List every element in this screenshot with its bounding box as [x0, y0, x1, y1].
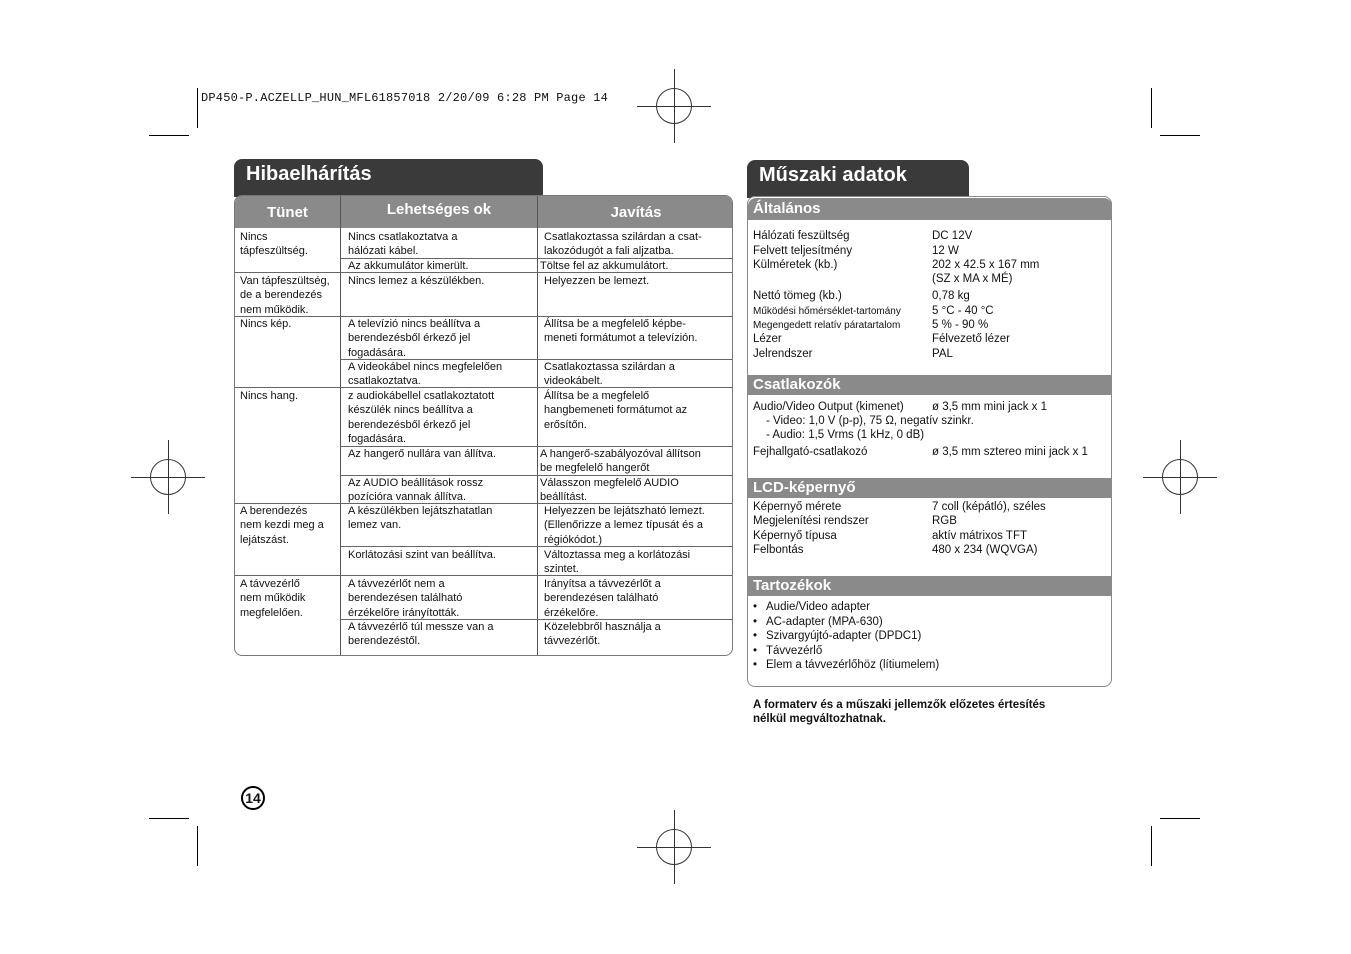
table-cell: A távvezérlő nem működik megfelelően.: [240, 578, 306, 619]
table-cell: Nincs tápfeszültség.: [240, 231, 308, 258]
spec-label: Megengedett relatív páratartalom: [753, 320, 901, 331]
spec-value: PAL: [932, 348, 953, 360]
column-header-cause: Lehetséges ok: [386, 200, 492, 218]
spec-detail: - Video: 1,0 V (p-p), 75 Ω, negatív szinkr.: [766, 415, 974, 427]
crop-mark: [1151, 826, 1152, 866]
table-cell: A távvezérlőt nem a berendezésen található érzékelőre irányították.: [348, 578, 463, 619]
spec-label: Jelrendszer: [753, 348, 813, 360]
bullet-icon: •: [753, 630, 758, 642]
table-cell: z audiokábellel csatlakoztatott készülék nincs beállítva a berendezésből érkező jel fogadására.: [348, 390, 495, 446]
list-item: AC-adapter (MPA-630): [766, 616, 883, 628]
list-item: Távvezérlő: [766, 645, 823, 657]
spec-label: Hálózati feszültség: [753, 230, 850, 242]
column-header-symptom: Tünet: [267, 203, 308, 221]
table-cell: Az akkumulátor kimerült.: [348, 260, 469, 272]
spec-label: Fejhallgató-csatlakozó: [753, 446, 868, 458]
disclaimer-note: A formaterv és a műszaki jellemzők előzetes értesítés nélkül megváltozhatnak.: [753, 699, 1046, 725]
table-cell: A videokábel nincs megfelelően csatlakoztatva.: [348, 361, 503, 388]
troubleshooting-title: Hibaelhárítás: [234, 159, 543, 197]
table-cell: Korlátozási szint van beállítva.: [348, 549, 496, 561]
spec-value: 12 W: [932, 245, 959, 257]
spec-value: 5 °C - 40 °C: [932, 305, 994, 317]
table-cell: Csatlakoztassa szilárdan a videokábelt.: [544, 361, 675, 388]
crop-mark: [197, 826, 198, 866]
registration-mark-icon: [656, 829, 692, 865]
bullet-icon: •: [753, 645, 758, 657]
spec-label: Megjelenítési rendszer: [753, 515, 869, 527]
spec-value: 480 x 234 (WQVGA): [932, 544, 1038, 556]
table-cell: Van tápfeszültség, de a berendezés nem működik.: [240, 275, 330, 316]
table-cell: A berendezés nem kezdi meg a lejátszást.: [240, 505, 324, 546]
spec-label: Lézer: [753, 333, 782, 345]
table-cell: Nincs hang.: [240, 390, 299, 402]
spec-label: Működési hőmérséklet-tartomány: [753, 306, 901, 317]
column-header-fix: Javítás: [610, 203, 662, 221]
table-cell: Változtassa meg a korlátozási szintet.: [544, 549, 691, 576]
spec-label: Külméretek (kb.): [753, 259, 838, 271]
table-cell: A hangerő-szabályozóval állítson be megfelelő hangerőt: [540, 448, 701, 475]
table-cell: A televízió nincs beállítva a berendezésből érkező jel fogadására.: [348, 318, 481, 359]
list-item: Elem a távvezérlőhöz (lítiumelem): [766, 659, 940, 671]
table-cell: Csatlakoztassa szilárdan a csat- lakozódugót a fali aljzatba.: [544, 231, 702, 258]
bullet-icon: •: [753, 659, 758, 671]
crop-mark: [149, 818, 189, 819]
table-cell: Nincs kép.: [240, 318, 292, 330]
crop-mark: [197, 88, 198, 128]
spec-detail: - Audio: 1,5 Vrms (1 kHz, 0 dB): [766, 429, 925, 441]
list-item: Audie/Video adapter: [766, 601, 871, 613]
spec-value: 0,78 kg: [932, 290, 970, 302]
section-heading-accessories: Tartozékok: [748, 576, 1112, 596]
table-cell: Helyezzen be lejátszható lemezt. (Ellenőrizze a lemez típusát és a régiókódot.): [544, 505, 705, 546]
specifications-title: Műszaki adatok: [747, 160, 969, 198]
table-cell: Az hangerő nullára van állítva.: [348, 448, 496, 460]
table-cell: Töltse fel az akkumulátort.: [540, 260, 669, 272]
list-item: Szivargyújtó-adapter (DPDC1): [766, 630, 922, 642]
print-slug: DP450-P.ACZELLP_HUN_MFL61857018 2/20/09 6:28 PM Page 14: [201, 91, 609, 105]
spec-value: RGB: [932, 515, 957, 527]
section-heading-connectors: Csatlakozók: [748, 375, 1112, 395]
table-cell: Állítsa be a megfelelő hangbemeneti formátumot az erősítőn.: [544, 390, 688, 431]
page-number: 14: [241, 786, 265, 810]
spec-label: Audio/Video Output (kimenet): [753, 401, 904, 413]
table-cell: A készülékben lejátszhatatlan lemez van.: [348, 505, 493, 532]
registration-mark-icon: [150, 459, 186, 495]
spec-value: 7 coll (képátló), széles: [932, 501, 1046, 513]
table-cell: Állítsa be a megfelelő képbe- meneti formátumot a televízión.: [544, 318, 698, 345]
table-cell: A távvezérlő túl messze van a berendezéstől.: [348, 621, 494, 648]
spec-label: Felbontás: [753, 544, 804, 556]
spec-value: ø 3,5 mm sztereo mini jack x 1: [932, 446, 1088, 458]
troubleshooting-table: [234, 195, 733, 656]
registration-mark-icon: [1162, 459, 1198, 495]
table-cell: Az AUDIO beállítások rossz pozícióra vannak állítva.: [348, 477, 484, 504]
spec-label: Képernyő mérete: [753, 501, 842, 513]
spec-label: Felvett teljesítmény: [753, 245, 853, 257]
crop-mark: [1160, 818, 1200, 819]
spec-value: aktív mátrixos TFT: [932, 530, 1027, 542]
table-cell: Válasszon megfelelő AUDIO beállítást.: [540, 477, 679, 504]
table-cell: Irányítsa a távvezérlőt a berendezésen található érzékelőre.: [544, 578, 661, 619]
crop-mark: [1160, 135, 1200, 136]
spec-label: Képernyő típusa: [753, 530, 837, 542]
table-cell: Helyezzen be lemezt.: [544, 275, 650, 287]
table-cell: Nincs csatlakoztatva a hálózati kábel.: [348, 231, 458, 258]
spec-value: DC 12V: [932, 230, 973, 242]
crop-mark: [149, 135, 189, 136]
section-heading-lcd: LCD-képernyő: [748, 478, 1112, 498]
spec-value: 202 x 42.5 x 167 mm (SZ x MA x MÉ): [932, 259, 1040, 285]
spec-value: ø 3,5 mm mini jack x 1: [932, 401, 1048, 413]
spec-value: 5 % - 90 %: [932, 319, 989, 331]
bullet-icon: •: [753, 601, 758, 613]
section-heading-general: Általános: [748, 198, 1112, 220]
table-cell: Nincs lemez a készülékben.: [348, 275, 485, 287]
spec-label: Nettó tömeg (kb.): [753, 290, 842, 302]
crop-mark: [1151, 88, 1152, 128]
table-cell: Közelebbről használja a távvezérlőt.: [544, 621, 661, 648]
bullet-icon: •: [753, 616, 758, 628]
registration-mark-icon: [656, 88, 692, 124]
spec-value: Félvezető lézer: [932, 333, 1010, 345]
